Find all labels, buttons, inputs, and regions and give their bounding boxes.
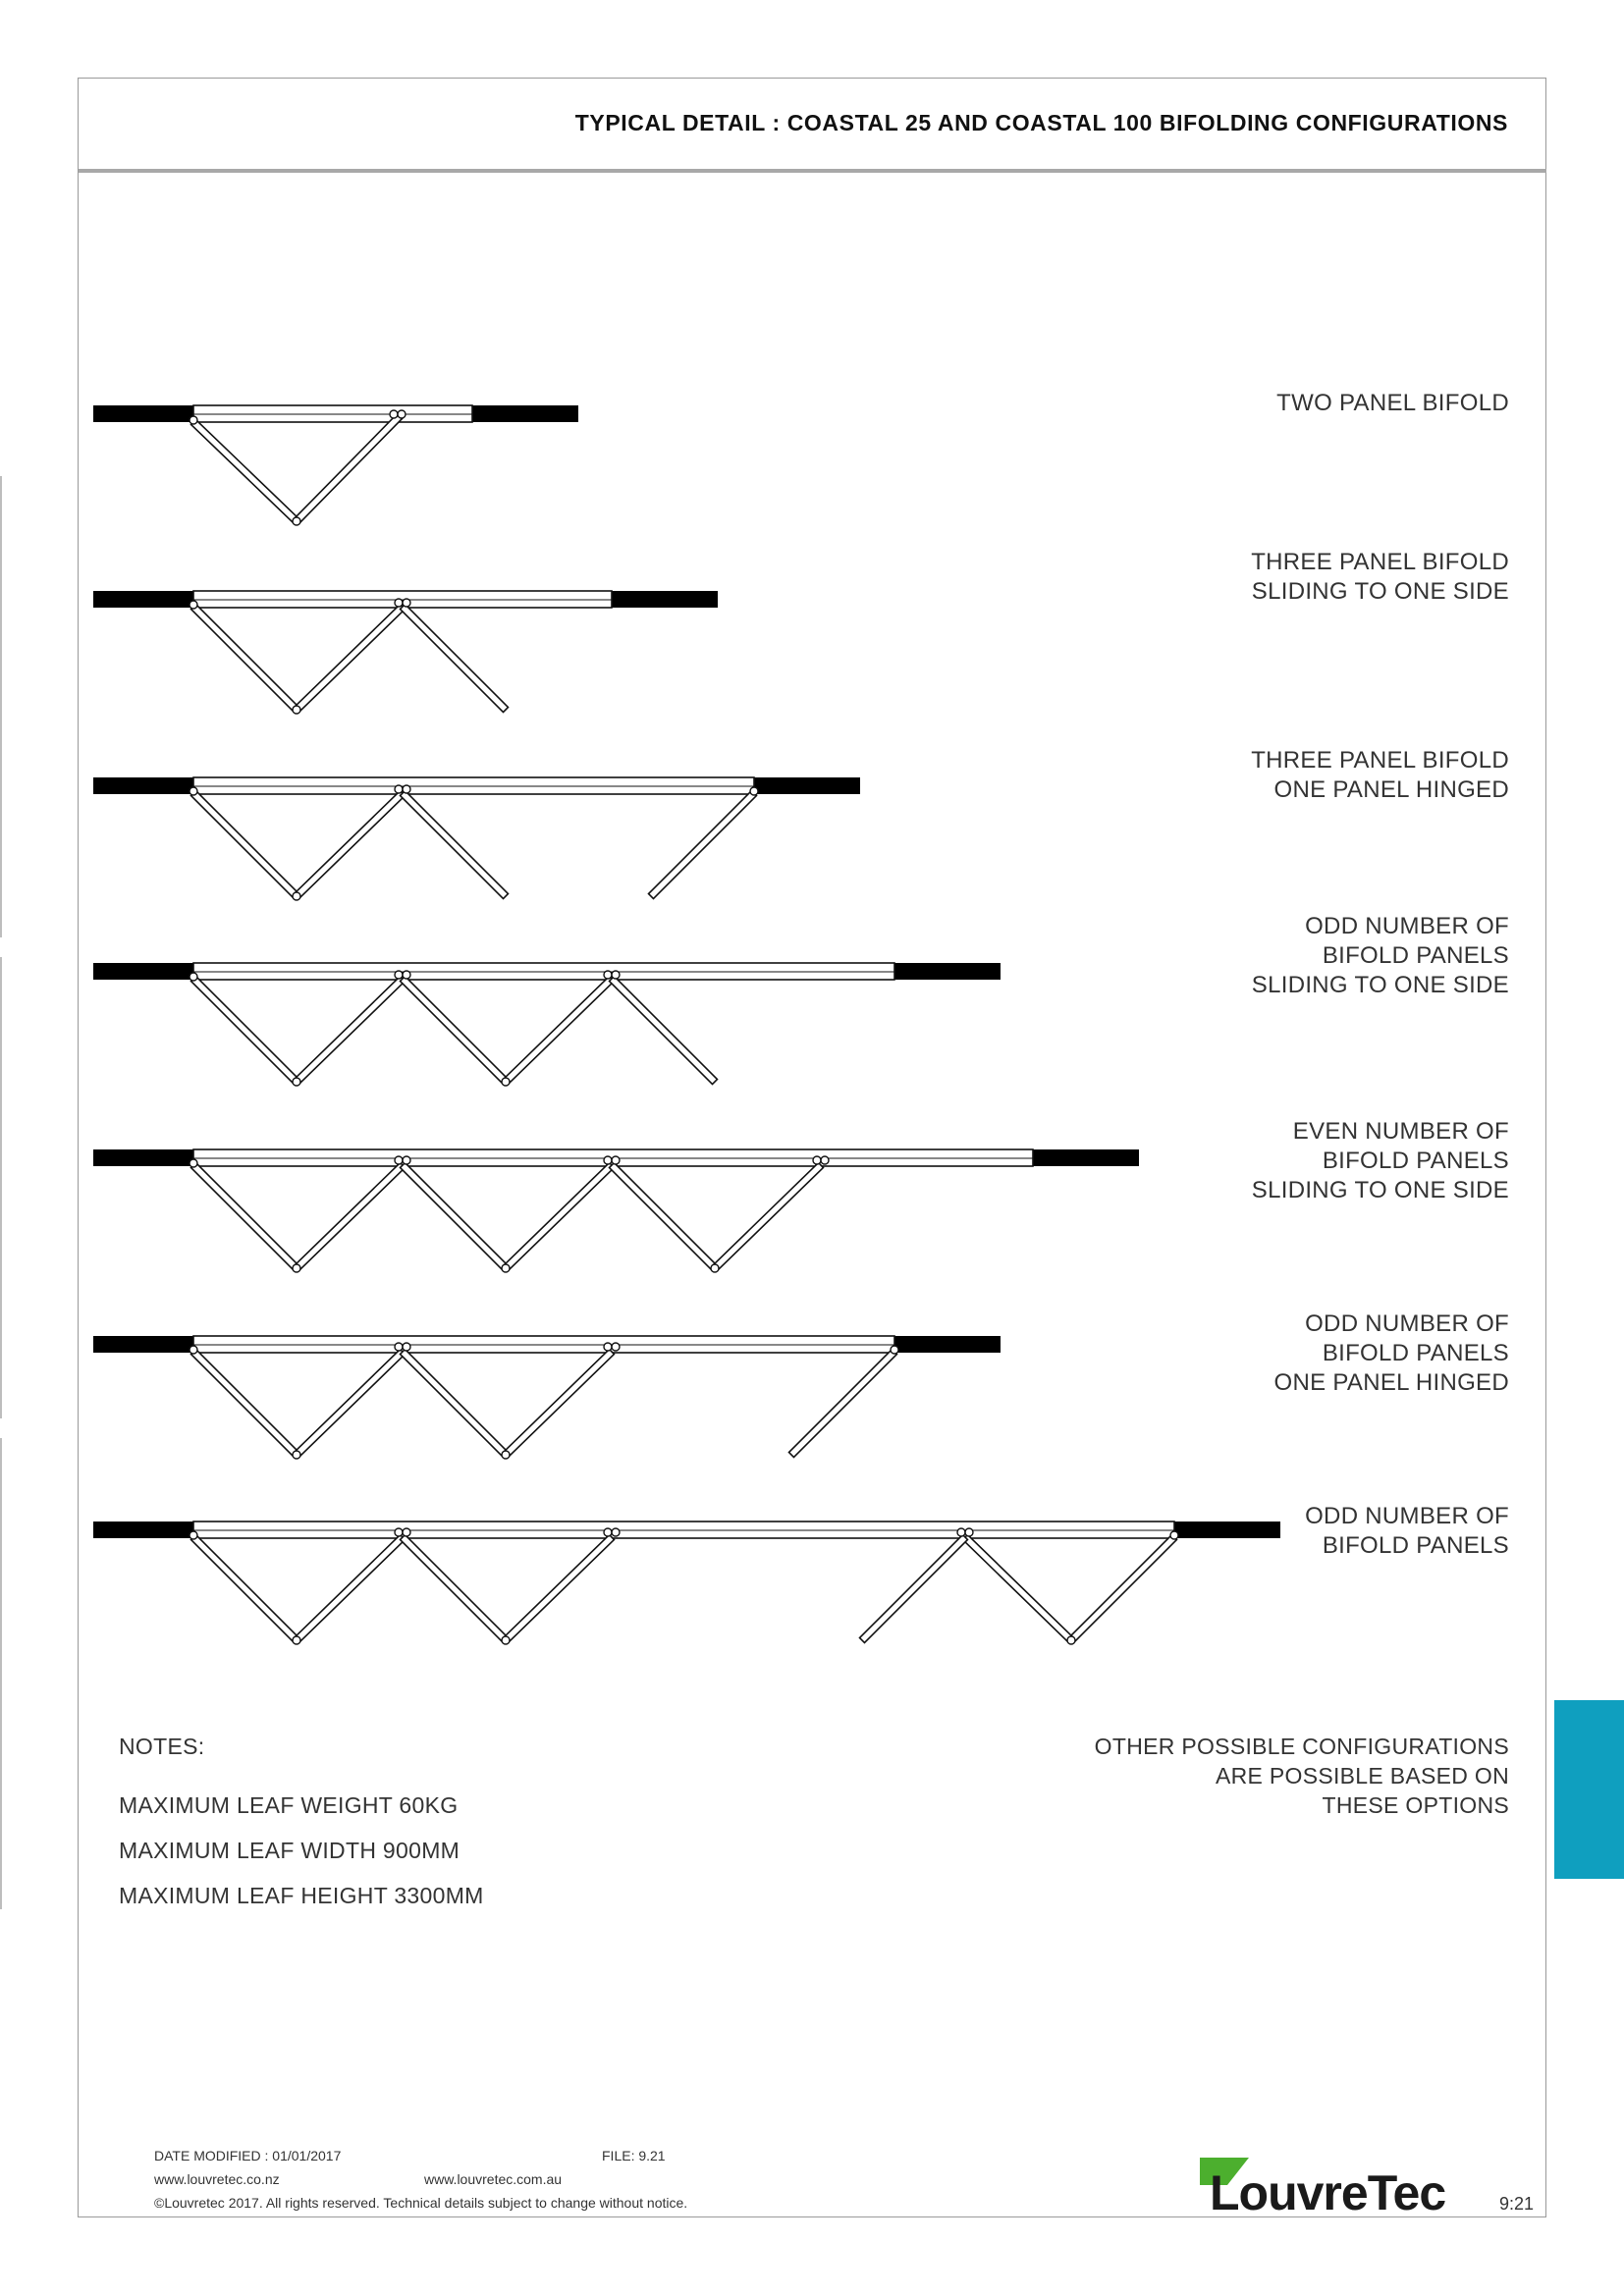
bifold-panel [295, 1534, 406, 1642]
bifold-panel [401, 1535, 509, 1643]
hinge-icon [390, 410, 398, 418]
hinge-icon [604, 1528, 612, 1536]
config-label-even-sliding: EVEN NUMBER OF BIFOLD PANELS SLIDING TO ONE SIDE [1251, 1118, 1509, 1203]
bifold-panel [963, 1534, 1074, 1642]
hinge-icon [189, 416, 197, 424]
bifold-panel [295, 414, 403, 524]
wall-segment [93, 1149, 193, 1166]
hinge-icon [604, 1343, 612, 1351]
wall-segment [93, 777, 193, 794]
hinge-icon [612, 971, 620, 979]
notes-heading: NOTES: [119, 1734, 205, 1759]
config-label-three-panel-hinged: THREE PANEL BIFOLD ONE PANEL HINGED [1251, 747, 1509, 803]
hinge-icon [502, 1264, 510, 1272]
bifold-panel [504, 976, 615, 1084]
bifold-panel [401, 605, 509, 713]
hinge-icon [293, 706, 300, 714]
tracks [193, 405, 1174, 1538]
bifold-panel [1069, 1535, 1177, 1643]
bifold-panel [504, 1162, 615, 1270]
hinge-icon [293, 517, 300, 525]
bifold-panel [860, 1535, 968, 1643]
hinge-icon [612, 1156, 620, 1164]
hinge-icon [403, 1528, 410, 1536]
bifold-panel [649, 791, 757, 899]
bifold-panel [295, 976, 406, 1084]
hinge-icon [502, 1636, 510, 1644]
config-label-three-panel-sliding: THREE PANEL BIFOLD SLIDING TO ONE SIDE [1251, 549, 1509, 605]
wall-segment [612, 591, 718, 608]
website-nz-link[interactable]: www.louvretec.co.nz [154, 2171, 280, 2187]
hinge-icon [1067, 1636, 1075, 1644]
hinge-icon [403, 971, 410, 979]
wall-segment [93, 1336, 193, 1353]
website-au-link[interactable]: www.louvretec.com.au [424, 2171, 563, 2187]
bifold-panel [295, 1162, 406, 1270]
bifold-panel [295, 1349, 406, 1457]
hinge-icon [189, 1159, 197, 1167]
wall-segment [1033, 1149, 1139, 1166]
wall-segment [93, 1522, 193, 1538]
bifold-panel [295, 604, 406, 712]
hinge-icon [189, 787, 197, 795]
hinge-icon [189, 1531, 197, 1539]
bifold-panel [191, 605, 299, 713]
bifold-panel [610, 977, 718, 1085]
config-label-two-panel: TWO PANEL BIFOLD [1276, 390, 1509, 416]
bifold-panel [191, 419, 299, 523]
page-title: TYPICAL DETAIL : COASTAL 25 AND COASTAL 100 BIFOLDING CONFIGURATIONS [574, 110, 1508, 135]
hinge-icon [395, 599, 403, 607]
hinge-icon [750, 787, 758, 795]
config-label-odd-bifold: ODD NUMBER OF BIFOLD PANELS [1305, 1503, 1509, 1559]
hinge-icon [965, 1528, 973, 1536]
bifold-panel [713, 1162, 824, 1270]
wall-segment [93, 591, 193, 608]
config-label-odd-sliding: ODD NUMBER OF BIFOLD PANELS SLIDING TO ONE SIDE [1251, 913, 1509, 998]
hinge-icon [821, 1156, 829, 1164]
hinge-icon [293, 1078, 300, 1086]
hinge-icon [398, 410, 406, 418]
config-label-odd-hinged: ODD NUMBER OF BIFOLD PANELS ONE PANEL HINGED [1273, 1310, 1509, 1396]
note-item: MAXIMUM LEAF WEIGHT 60KG [119, 1792, 459, 1818]
hinge-icon [612, 1343, 620, 1351]
brand-logo-text: LouvreTec [1210, 2165, 1446, 2220]
hinge-icon [395, 971, 403, 979]
hinge-icon [403, 1343, 410, 1351]
wall-segment [754, 777, 860, 794]
hinge-icon [189, 601, 197, 609]
hinge-icon [604, 971, 612, 979]
file-reference: FILE: 9.21 [602, 2148, 666, 2163]
hinge-icon [403, 599, 410, 607]
note-item: MAXIMUM LEAF HEIGHT 3300MM [119, 1883, 484, 1908]
hinge-icon [813, 1156, 821, 1164]
hinge-icon [711, 1264, 719, 1272]
hinge-icon [502, 1451, 510, 1459]
wall-segment [93, 963, 193, 980]
hinge-icon [293, 1264, 300, 1272]
hinge-icon [189, 973, 197, 981]
wall-segment [894, 1336, 1001, 1353]
hinge-icon [1170, 1531, 1178, 1539]
date-modified: DATE MODIFIED : 01/01/2017 [154, 2148, 342, 2163]
bifold-panel [191, 977, 299, 1085]
hinge-icon [604, 1156, 612, 1164]
bifold-panel [401, 791, 509, 899]
bifold-panel [191, 791, 299, 899]
wall-segment [894, 963, 1001, 980]
bifold-panel [191, 1163, 299, 1271]
bifold-panel [191, 1535, 299, 1643]
bifold-panel [191, 1350, 299, 1458]
copyright: ©Louvretec 2017. All rights reserved. Technical details subject to change without notice. [154, 2195, 688, 2211]
hinge-icon [395, 785, 403, 793]
hinge-icon [403, 1156, 410, 1164]
bifold-panel [789, 1350, 897, 1458]
other-configurations-note: OTHER POSSIBLE CONFIGURATIONS ARE POSSIBLE BASED ON THESE OPTIONS [1094, 1734, 1509, 1818]
bifold-panel [504, 1349, 615, 1457]
hinge-icon [293, 892, 300, 900]
wall-segment [1174, 1522, 1280, 1538]
hinge-icon [395, 1528, 403, 1536]
bifold-panel [504, 1534, 615, 1642]
hinge-icon [403, 785, 410, 793]
hinge-icon [395, 1156, 403, 1164]
hinge-icon [293, 1636, 300, 1644]
hinge-icon [612, 1528, 620, 1536]
hinge-icon [293, 1451, 300, 1459]
hinge-icon [957, 1528, 965, 1536]
bifold-panel [401, 1163, 509, 1271]
hinge-icon [189, 1346, 197, 1354]
bifold-panel [401, 977, 509, 1085]
bifold-panel [401, 1350, 509, 1458]
hinge-icon [891, 1346, 898, 1354]
wall-segment [93, 405, 193, 422]
hinge-icon [395, 1343, 403, 1351]
bifold-panel [295, 790, 406, 898]
hinge-icon [502, 1078, 510, 1086]
note-item: MAXIMUM LEAF WIDTH 900MM [119, 1838, 460, 1863]
page-number: 9:21 [1499, 2194, 1535, 2214]
wall-segment [472, 405, 578, 422]
bifold-panel [610, 1163, 718, 1271]
